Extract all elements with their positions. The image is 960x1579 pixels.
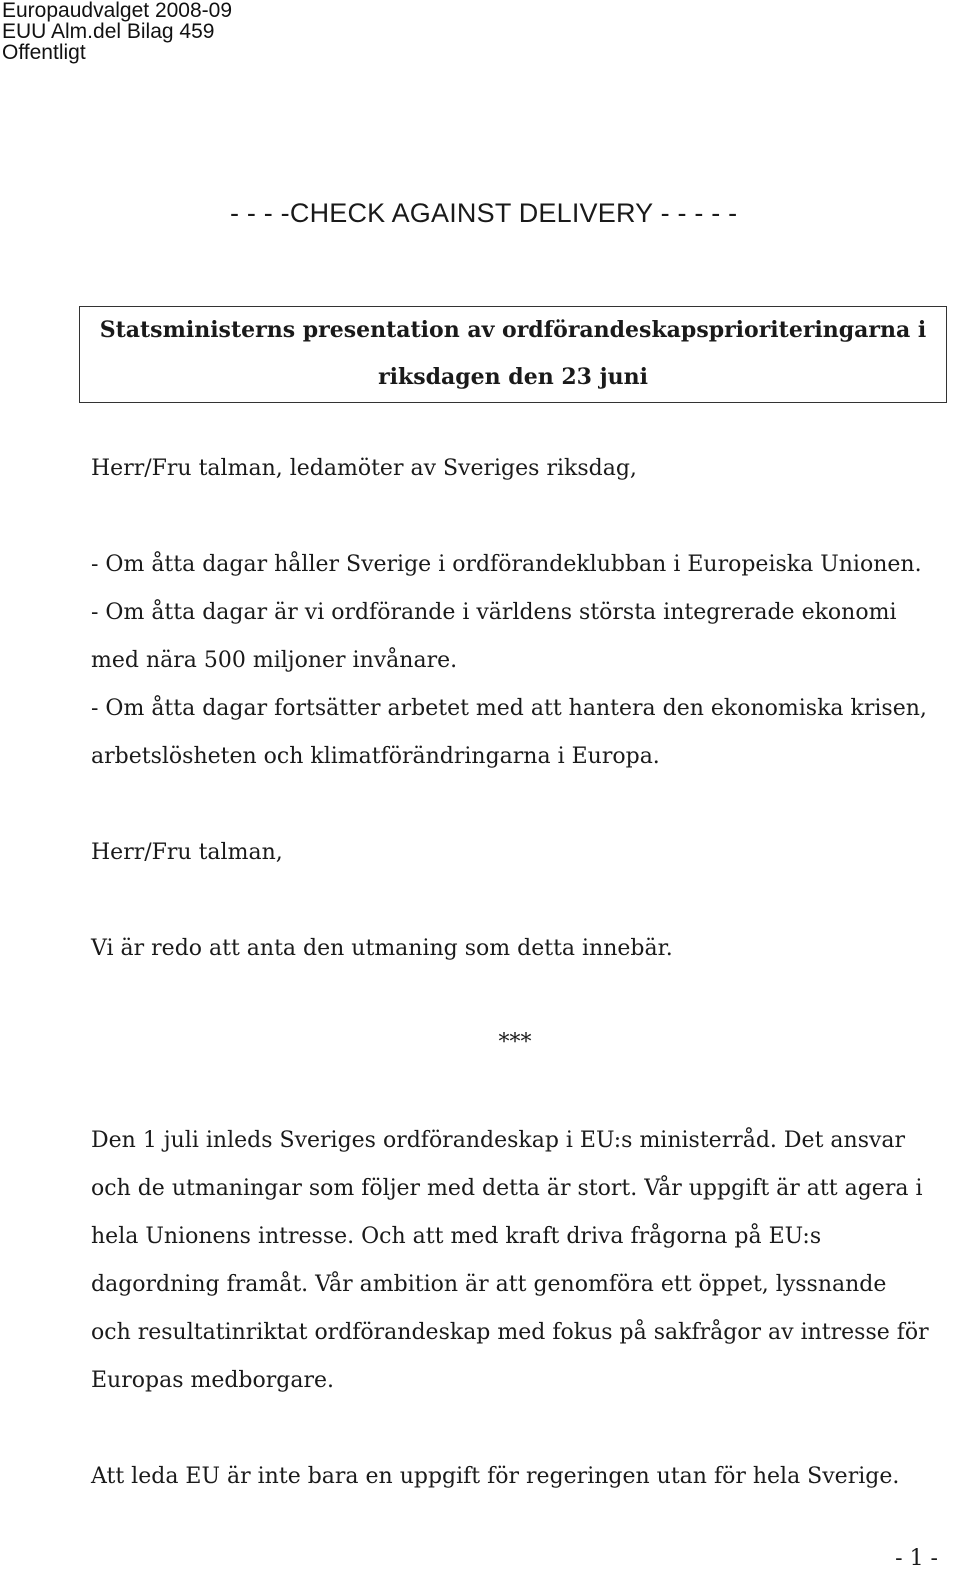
second-greeting-line: Herr/Fru talman, <box>91 840 283 865</box>
body-line-1: Den 1 juli inleds Sveriges ordförandeskap i EU:s ministerråd. Det ansvar <box>91 1128 906 1153</box>
bullet-line-4: - Om åtta dagar fortsätter arbetet med att hantera den ekonomiska krisen, <box>91 696 927 721</box>
body-paragraph <box>91 1117 929 1405</box>
bullet-line-3: med nära 500 miljoner invånare. <box>91 648 458 673</box>
body-line-4: dagordning framåt. Vår ambition är att genomföra ett öppet, lyssnande <box>91 1272 887 1297</box>
body-line-6: Europas medborgare. <box>91 1368 335 1393</box>
closing-paragraph <box>91 1453 899 1501</box>
stamp-status: Offentligt <box>2 41 86 64</box>
page-number: - 1 - <box>895 1546 938 1571</box>
greeting-paragraph <box>91 445 637 493</box>
stamp-committee: Europaudvalget 2008-09 <box>2 0 233 22</box>
second-greeting-paragraph <box>91 829 283 877</box>
title-line-1: Statsministerns presentation av ordförandeskapsprioriteringarna i <box>99 317 927 343</box>
bullet-line-2: - Om åtta dagar är vi ordförande i världens största integrerade ekonomi <box>91 600 897 625</box>
bullet-line-1: - Om åtta dagar håller Sverige i ordförandeklubban i Europeiska Unionen. <box>91 552 922 577</box>
closing-line: Att leda EU är inte bara en uppgift för regeringen utan för hela Sverige. <box>91 1464 900 1489</box>
body-line-5: och resultatinriktat ordförandeskap med fokus på sakfrågor av intresse för <box>91 1320 929 1345</box>
challenge-paragraph <box>91 925 673 973</box>
body-line-3: hela Unionens intresse. Och att med kraft driva frågorna på EU:s <box>91 1224 822 1249</box>
greeting-line: Herr/Fru talman, ledamöter av Sveriges riksdag, <box>91 456 637 481</box>
stamp-reference: EUU Alm.del Bilag 459 <box>2 20 215 43</box>
challenge-line: Vi är redo att anta den utmaning som detta innebär. <box>91 936 673 961</box>
bullet-paragraph <box>91 541 927 781</box>
bullet-line-5: arbetslösheten och klimatförändringarna i Europa. <box>91 744 660 769</box>
section-separator: *** <box>498 1030 532 1055</box>
title-line-2: riksdagen den 23 juni <box>378 364 648 390</box>
document-stamp <box>2 0 232 63</box>
body-line-2: och de utmaningar som följer med detta är stort. Vår uppgift är att agera i <box>91 1176 923 1201</box>
check-against-delivery: - - - -CHECK AGAINST DELIVERY - - - - - <box>230 198 738 228</box>
document-title <box>79 306 947 403</box>
